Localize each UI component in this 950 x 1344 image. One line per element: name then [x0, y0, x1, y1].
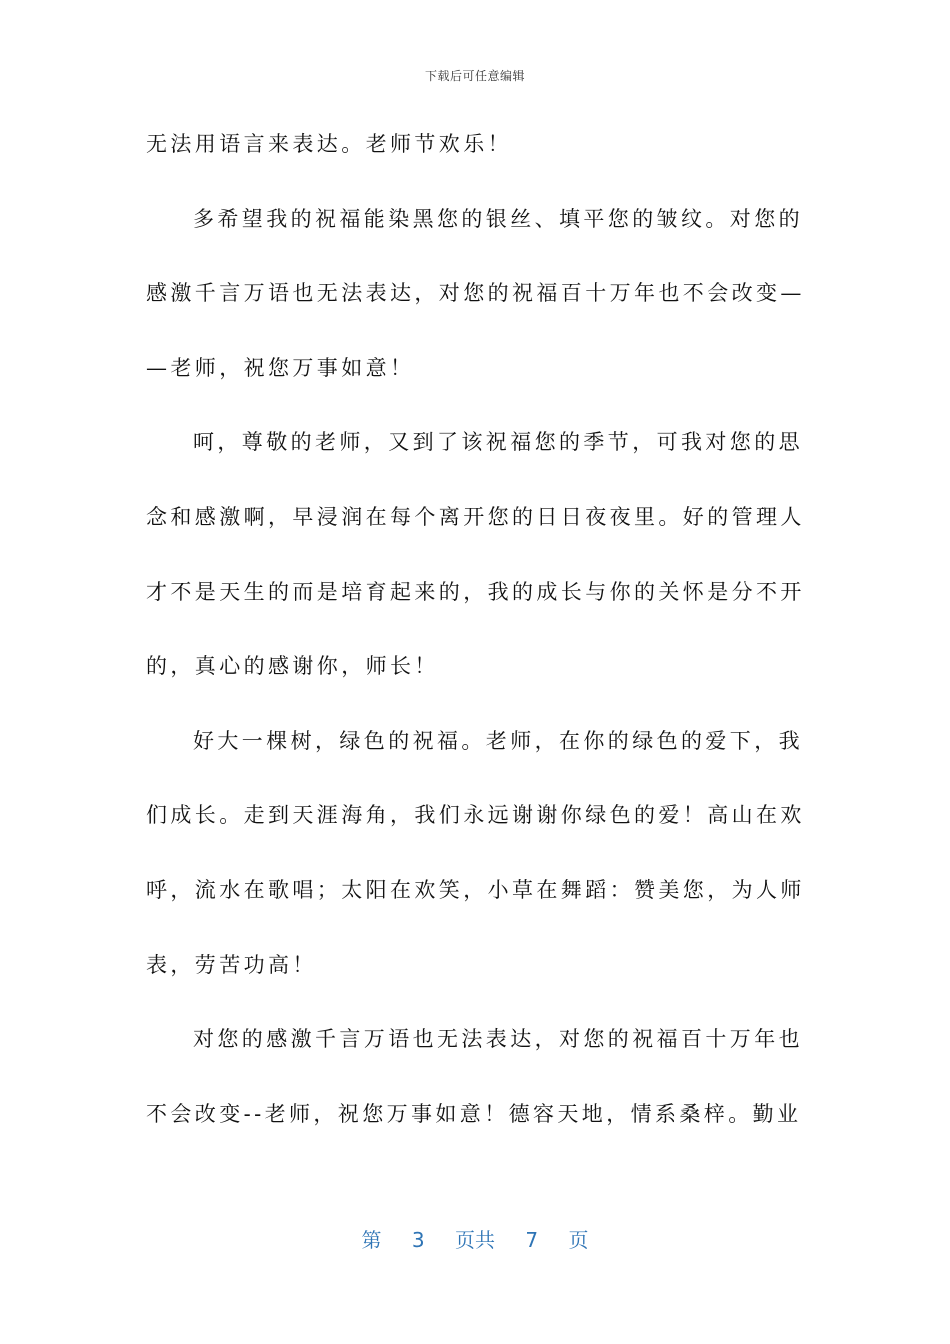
- text-line: 感激千言万语也无法表达，对您的祝福百十万年也不会改变—: [146, 281, 805, 306]
- text-line: 对您的感激千言万语也无法表达，对您的祝福百十万年也: [193, 1027, 803, 1052]
- body-text: [146, 126, 805, 1170]
- text-line: 呼，流水在歌唱；太阳在欢笑，小草在舞蹈：赞美您，为人师: [146, 877, 805, 902]
- text-line: 不会改变--老师，祝您万事如意！德容天地，情系桑梓。勤业: [146, 1101, 802, 1126]
- footer-suffix: 页: [568, 1228, 589, 1252]
- text-line: —老师，祝您万事如意！: [146, 355, 415, 380]
- text-line: 才不是天生的而是培育起来的，我的成长与你的关怀是分不开: [146, 579, 805, 604]
- footer-mid: 页共: [455, 1228, 495, 1252]
- total-pages: 7: [525, 1228, 539, 1252]
- text-line: 表，劳苦功高！: [146, 952, 317, 977]
- page-footer: [0, 1224, 950, 1253]
- text-line: 无法用语言来表达。老师节欢乐！: [146, 132, 512, 156]
- text-line: 念和感激啊，早浸润在每个离开您的日日夜夜里。好的管理人: [146, 504, 805, 529]
- text-line: 们成长。走到天涯海角，我们永远谢谢你绿色的爱！高山在欢: [146, 803, 805, 828]
- text-line: 多希望我的祝福能染黑您的银丝、填平您的皱纹。对您的: [193, 206, 803, 231]
- text-line: 好大一棵树，绿色的祝福。老师，在你的绿色的爱下，我: [193, 728, 803, 753]
- header-note: 下载后可任意编辑: [424, 69, 525, 83]
- footer-prefix: 第: [361, 1228, 382, 1252]
- text-line: 呵，尊敬的老师，又到了该祝福您的季节，可我对您的思: [193, 430, 803, 455]
- page-number: 3: [411, 1228, 425, 1252]
- text-line: 的，真心的感谢你，师长！: [146, 654, 439, 679]
